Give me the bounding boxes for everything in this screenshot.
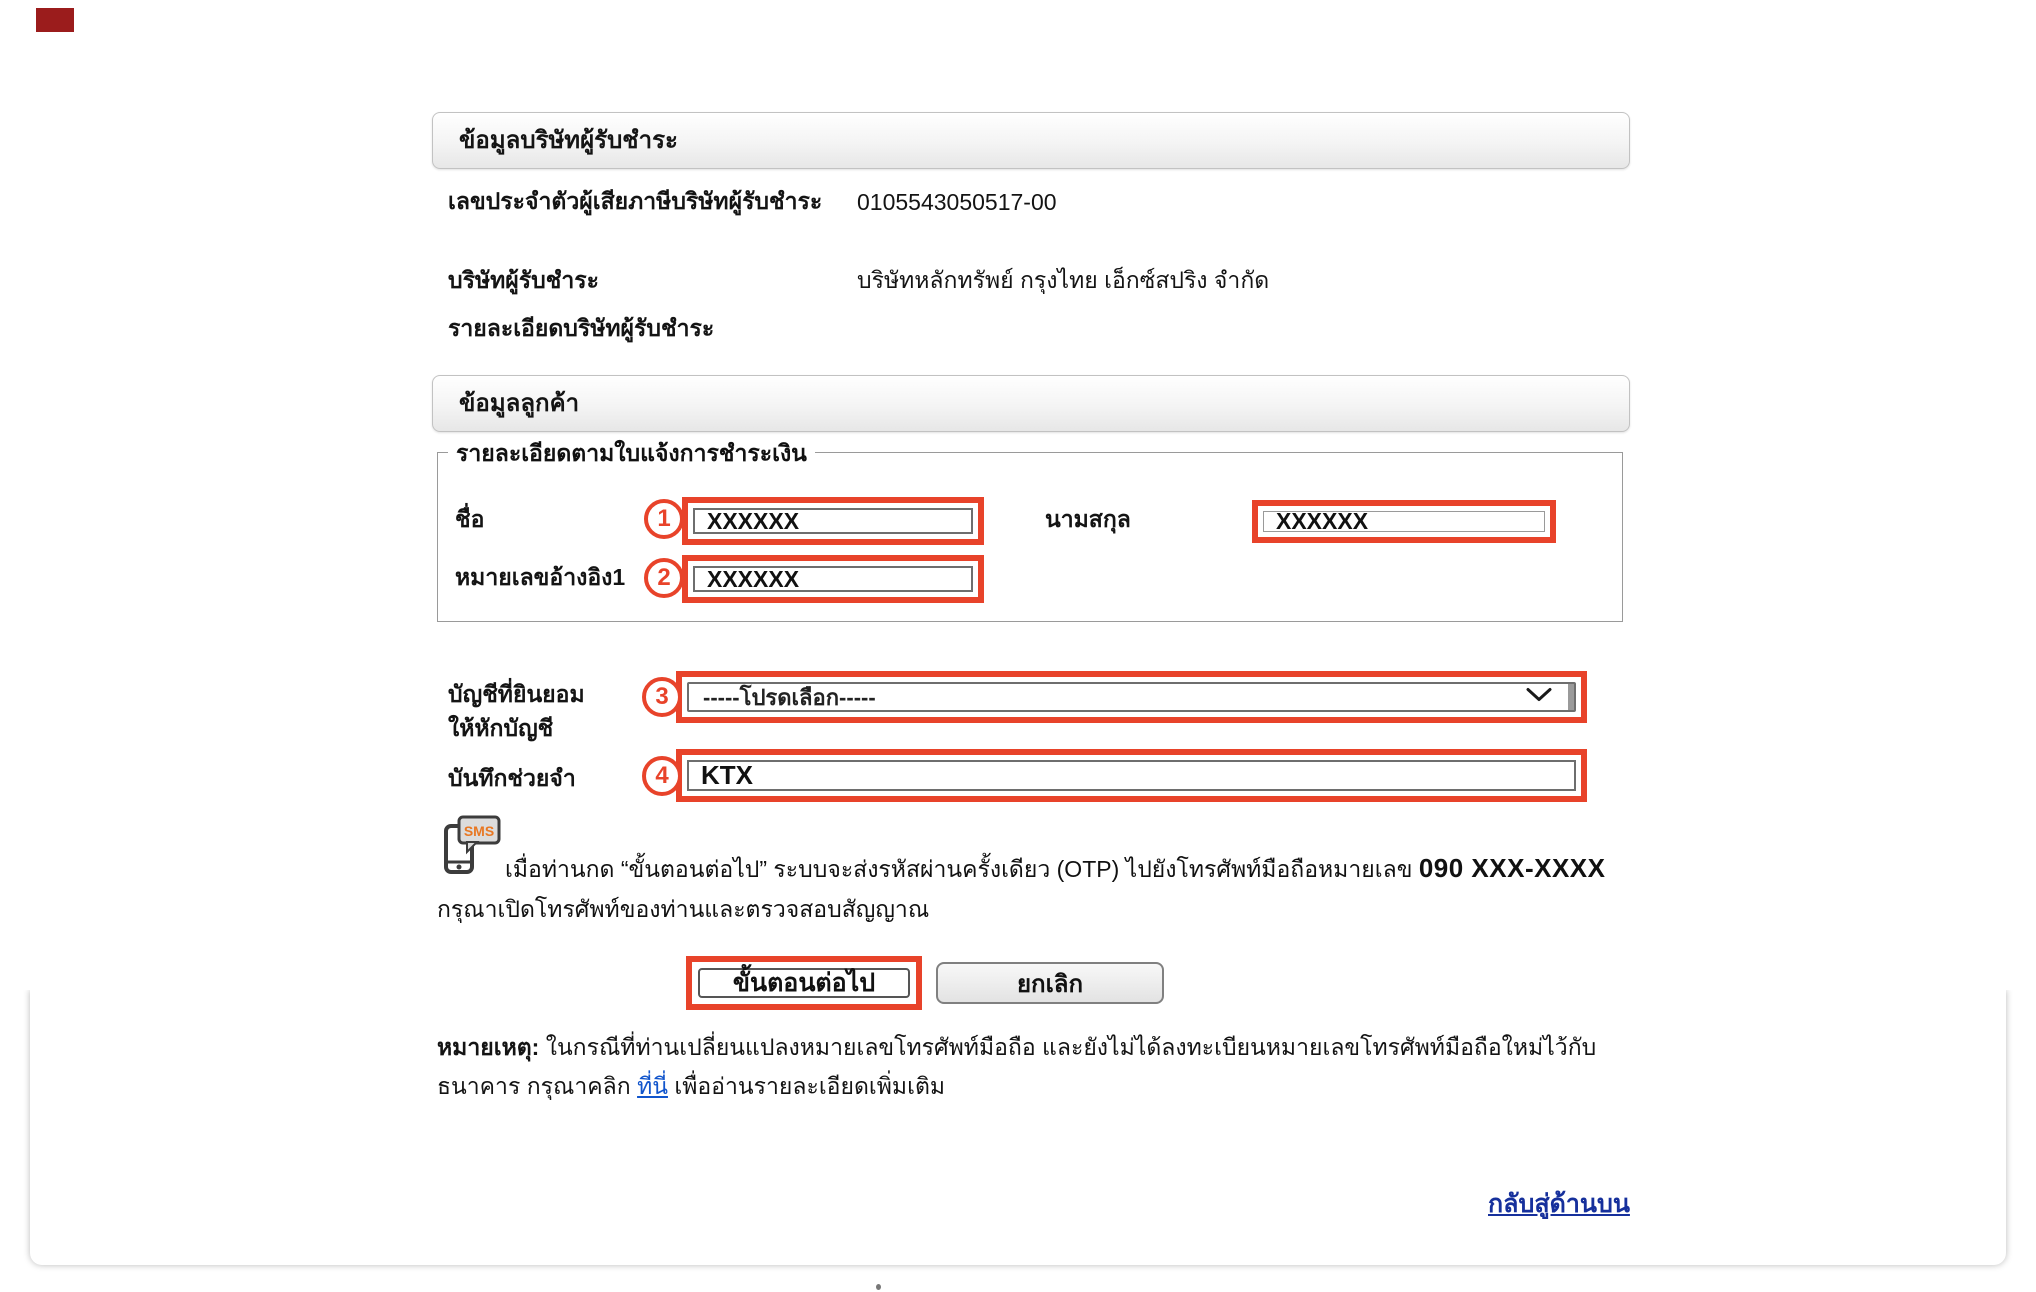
sms-phone-icon [443, 814, 503, 878]
select-right-strip [1568, 684, 1574, 710]
payee-taxid-label: เลขประจำตัวผู้เสียภาษีบริษัทผู้รับชำระ [448, 188, 823, 214]
otp-info-line1: เมื่อท่านกด “ขั้นตอนต่อไป” ระบบจะส่งรหัสผ่านครั้งเดียว (OTP) ไปยังโทรศัพท์มือถือหมายเลข 090 XXX-XXXX [505, 853, 1606, 883]
note-text: หมายเหตุ: ในกรณีที่ท่านเปลี่ยนแปลงหมายเลขโทรศัพท์มือถือ และยังไม่ได้ลงทะเบียนหมายเลขโทรศัพท์มือถือใหม่ไว้กับธนาคาร กรุณาคลิก ที่นี่ เพื่ออ่านรายละเอียดเพิ่มเติม [437, 1034, 1597, 1099]
step-badge-1: 1 [644, 499, 684, 539]
debit-account-label-line2: ให้หักบัญชี [448, 715, 554, 741]
page-bottom-dot [876, 1284, 881, 1290]
otp-info-line2: กรุณาเปิดโทรศัพท์ของท่านและตรวจสอบสัญญาณ [437, 896, 930, 922]
annotation-box-last-name [1252, 500, 1556, 543]
memo-label: บันทึกช่วยจำ [448, 765, 576, 791]
payee-detail-label: รายละเอียดบริษัทผู้รับชำระ [448, 315, 715, 341]
customer-section-title: ข้อมูลลูกค้า [459, 390, 580, 417]
reference1-input[interactable] [695, 568, 971, 590]
annotation-box-next-button [686, 956, 922, 1010]
last-name-field-frame [1263, 511, 1545, 532]
invoice-details-legend: รายละเอียดตามใบแจ้งการชำระเงิน [448, 436, 815, 472]
annotation-box-reference1 [682, 555, 984, 603]
annotation-box-first-name [682, 497, 984, 545]
payee-section-header [432, 112, 1630, 169]
cancel-button[interactable]: ยกเลิก [936, 962, 1164, 1004]
last-name-input[interactable] [1264, 512, 1544, 531]
annotation-box-memo [676, 749, 1587, 802]
debit-account-select[interactable] [687, 682, 1576, 712]
back-to-top-link[interactable]: กลับสู่ด้านบน [1488, 1190, 1630, 1218]
debit-account-label-line1: บัญชีที่ยินยอม [448, 681, 585, 707]
payee-taxid-value: 0105543050517-00 [857, 189, 1057, 215]
payee-company-value: บริษัทหลักทรัพย์ กรุงไทย เอ็กซ์สปริง จำกัด [857, 267, 1270, 293]
step-badge-2: 2 [644, 558, 684, 598]
chevron-down-icon [1526, 688, 1552, 707]
step-badge-3: 3 [642, 677, 682, 717]
step-badge-4: 4 [642, 756, 682, 796]
memo-field-frame [687, 760, 1576, 791]
first-name-input[interactable] [695, 510, 971, 532]
payee-company-label: บริษัทผู้รับชำระ [448, 267, 599, 293]
reference1-field-frame [693, 566, 973, 592]
here-link[interactable]: ที่นี่ [637, 1073, 668, 1099]
first-name-field-frame [693, 508, 973, 534]
payee-section-title: ข้อมูลบริษัทผู้รับชำระ [459, 127, 678, 154]
customer-section-header [432, 375, 1630, 432]
last-name-label: นามสกุล [1045, 506, 1131, 532]
debit-account-selected-value: -----โปรดเลือก----- [703, 684, 876, 710]
otp-masked-phone: 090 XXX-XXXX [1418, 853, 1606, 883]
sms-icon-text: SMS [463, 823, 495, 839]
red-marker [36, 8, 74, 32]
next-step-button[interactable]: ขั้นตอนต่อไป [698, 968, 910, 998]
annotation-box-debit-account [676, 671, 1587, 723]
note-prefix: หมายเหตุ: [437, 1034, 540, 1060]
reference1-label: หมายเลขอ้างอิง1 [455, 564, 626, 590]
first-name-label: ชื่อ [455, 506, 485, 532]
memo-input[interactable] [689, 762, 1574, 789]
